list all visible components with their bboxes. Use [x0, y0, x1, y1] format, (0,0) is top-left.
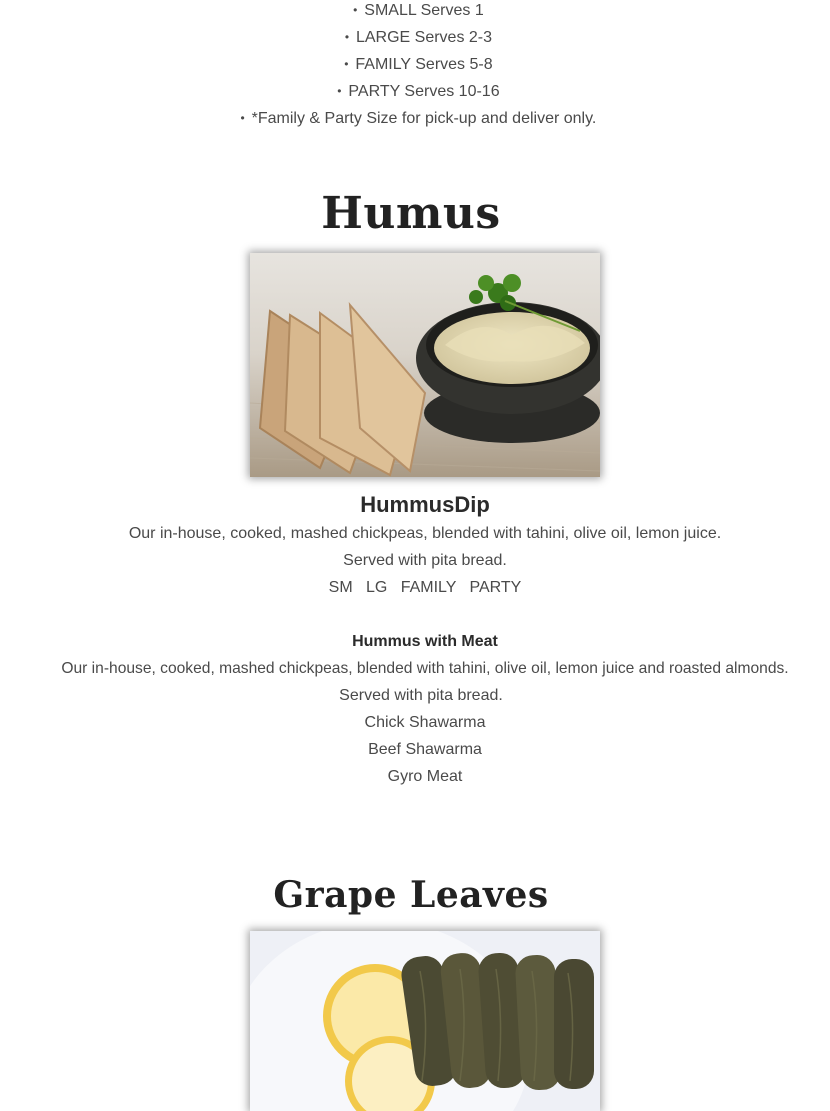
- item-description: Our in-house, cooked, mashed chickpeas, blended with tahini, olive oil, lemon juice.: [128, 525, 722, 542]
- stuffed-grape-leaves: [399, 951, 594, 1091]
- grape-leaves-photo: [250, 931, 600, 1111]
- item-served-with: Served with pita bread.: [343, 552, 507, 569]
- section-title-grape-leaves: Grape Leaves: [273, 874, 549, 916]
- bullet: •: [240, 111, 245, 125]
- item-description: Our in-house, cooked, mashed chickpeas, blended with tahini, olive oil, lemon juice and roasted almonds.: [61, 660, 789, 677]
- list-item: • PARTY Serves 10-16: [0, 78, 830, 105]
- item-option: Gyro Meat: [387, 768, 463, 785]
- item-option: Beef Shawarma: [368, 741, 482, 758]
- item-served-with: Served with pita bread.: [339, 687, 503, 704]
- list-item: • FAMILY Serves 5-8: [0, 51, 830, 78]
- item-title-hummus-with-meat: Hummus with Meat: [352, 633, 498, 650]
- item-title-hummusdip: HummusDip: [360, 492, 490, 517]
- list-item: • SMALL Serves 1: [0, 0, 830, 24]
- list-item: • LARGE Serves 2-3: [0, 24, 830, 51]
- bullet: •: [344, 57, 349, 71]
- hummus-photo: [250, 253, 600, 477]
- size-list: [0, 0, 830, 132]
- item-sizes: SM LG FAMILY PARTY: [328, 579, 522, 596]
- list-item: • *Family & Party Size for pick-up and deliver only.: [0, 105, 830, 132]
- item-option: Chick Shawarma: [364, 714, 486, 731]
- hummus-image: [250, 253, 600, 477]
- grape-leaves-image: [250, 931, 600, 1111]
- bullet: •: [353, 3, 358, 17]
- bullet: •: [337, 84, 342, 98]
- bullet: •: [344, 30, 350, 44]
- section-title-humus: Humus: [321, 188, 501, 239]
